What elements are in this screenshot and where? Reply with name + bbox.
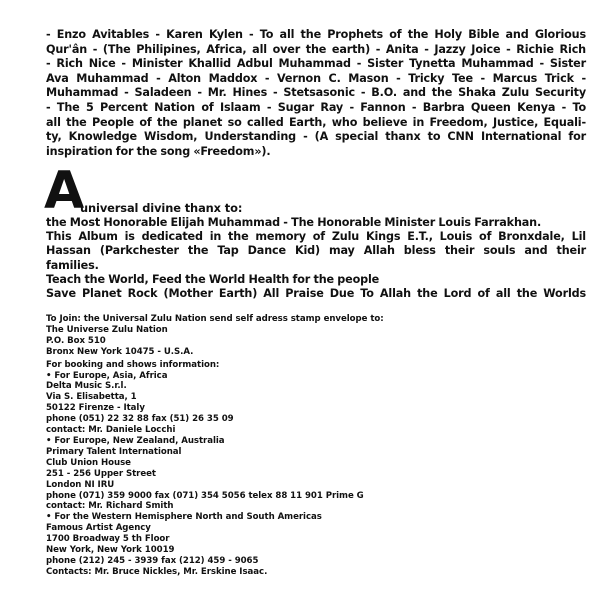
contact-line: Via S. Elisabetta, 1 bbox=[46, 392, 137, 403]
universal-line: Teach the World, Feed the World Health for the people bbox=[46, 272, 380, 286]
contact-line: 1700 Broadway 5 th Floor bbox=[46, 534, 170, 545]
thanks-line: - Rich Nice - Minister Khallid Adbul Muhammad - Sister Tynetta Muhammad - Sister bbox=[46, 57, 586, 71]
contact-line: To Join: the Universal Zulu Nation send self adress stamp envelope to: bbox=[46, 314, 384, 324]
contact-line: London NI IRU bbox=[46, 479, 115, 490]
universal-line: Save Planet Rock (Mother Earth) All Praise Due To Allah the Lord of all the Worlds bbox=[46, 287, 586, 301]
contact-line: Delta Music S.r.l. bbox=[46, 381, 127, 392]
contact-line: Contacts: Mr. Bruce Nickles, Mr. Erskine Isaac. bbox=[46, 566, 268, 577]
contact-line: Famous Artist Agency bbox=[46, 523, 151, 534]
contact-line: 50122 Firenze - Italy bbox=[46, 403, 145, 414]
contact-line: contact: Mr. Richard Smith bbox=[46, 501, 174, 512]
contact-line: Primary Talent International bbox=[46, 446, 182, 457]
thanks-line: Muhammad - Saladeen - Mr. Hines - Stetsasonic - B.O. and the Shaka Zulu Security bbox=[46, 86, 586, 100]
drop-cap-letter: A bbox=[44, 161, 85, 221]
contact-line: phone (212) 245 - 3939 fax (212) 459 - 9065 bbox=[46, 555, 259, 566]
thanks-line: Ava Muhammad - Alton Maddox - Vernon C. Mason - Tricky Tee - Marcus Trick - bbox=[46, 71, 586, 85]
contact-line: Club Union House bbox=[46, 457, 131, 468]
contact-line: • For the Western Hemisphere North and South Americas bbox=[46, 512, 322, 523]
contact-line: The Universe Zulu Nation bbox=[46, 324, 168, 335]
contact-line: phone (051) 22 32 88 fax (51) 26 35 09 bbox=[46, 414, 234, 425]
thanks-line: inspiration for the song «Freedom»). bbox=[46, 144, 271, 158]
contact-line: 251 - 256 Upper Street bbox=[46, 468, 156, 479]
universal-line: families. bbox=[46, 258, 99, 272]
contact-line: New York, New York 10019 bbox=[46, 545, 175, 556]
thanks-line: - The 5 Percent Nation of Islaam - Sugar Ray - Fannon - Barbra Queen Kenya - To bbox=[46, 100, 586, 114]
thanks-line: - Enzo Avitables - Karen Kylen - To all the Prophets of the Holy Bible and Glorious bbox=[46, 28, 586, 41]
contact-line: contact: Mr. Daniele Locchi bbox=[46, 425, 176, 436]
contact-line: For booking and shows information: bbox=[46, 359, 220, 370]
universal-thanx-paragraph bbox=[46, 216, 586, 301]
contact-line: Bronx New York 10475 - U.S.A. bbox=[46, 346, 194, 357]
contact-line: • For Europe, New Zealand, Australia bbox=[46, 435, 225, 446]
contact-info bbox=[46, 314, 466, 578]
universal-thanx-heading: universal divine thanx to: bbox=[80, 201, 243, 215]
thanks-line: ty, Knowledge Wisdom, Understanding - (A special thanx to CNN International for bbox=[46, 130, 586, 144]
contact-line: phone (071) 359 9000 fax (071) 354 5056 telex 88 11 901 Prime G bbox=[46, 490, 364, 501]
thanks-paragraph bbox=[46, 28, 586, 159]
universal-line: the Most Honorable Elijah Muhammad - The Honorable Minister Louis Farrakhan. bbox=[46, 216, 542, 229]
contact-line: • For Europe, Asia, Africa bbox=[46, 370, 168, 381]
thanks-line: Qur'ân - (The Philipines, Africa, all over the earth) - Anita - Jazzy Joice - Richie Rich bbox=[46, 42, 586, 56]
universal-line: This Album is dedicated in the memory of Zulu Kings E.T., Louis of Bronxdale, Lil bbox=[46, 230, 586, 244]
universal-line: Hassan (Parkchester the Tap Dance Kid) may Allah bless their souls and their bbox=[46, 244, 586, 258]
thanks-line: all the People of the planet so called Earth, who believe in Freedom, Justice, Equali- bbox=[46, 115, 586, 129]
contact-line: P.O. Box 510 bbox=[46, 335, 106, 346]
